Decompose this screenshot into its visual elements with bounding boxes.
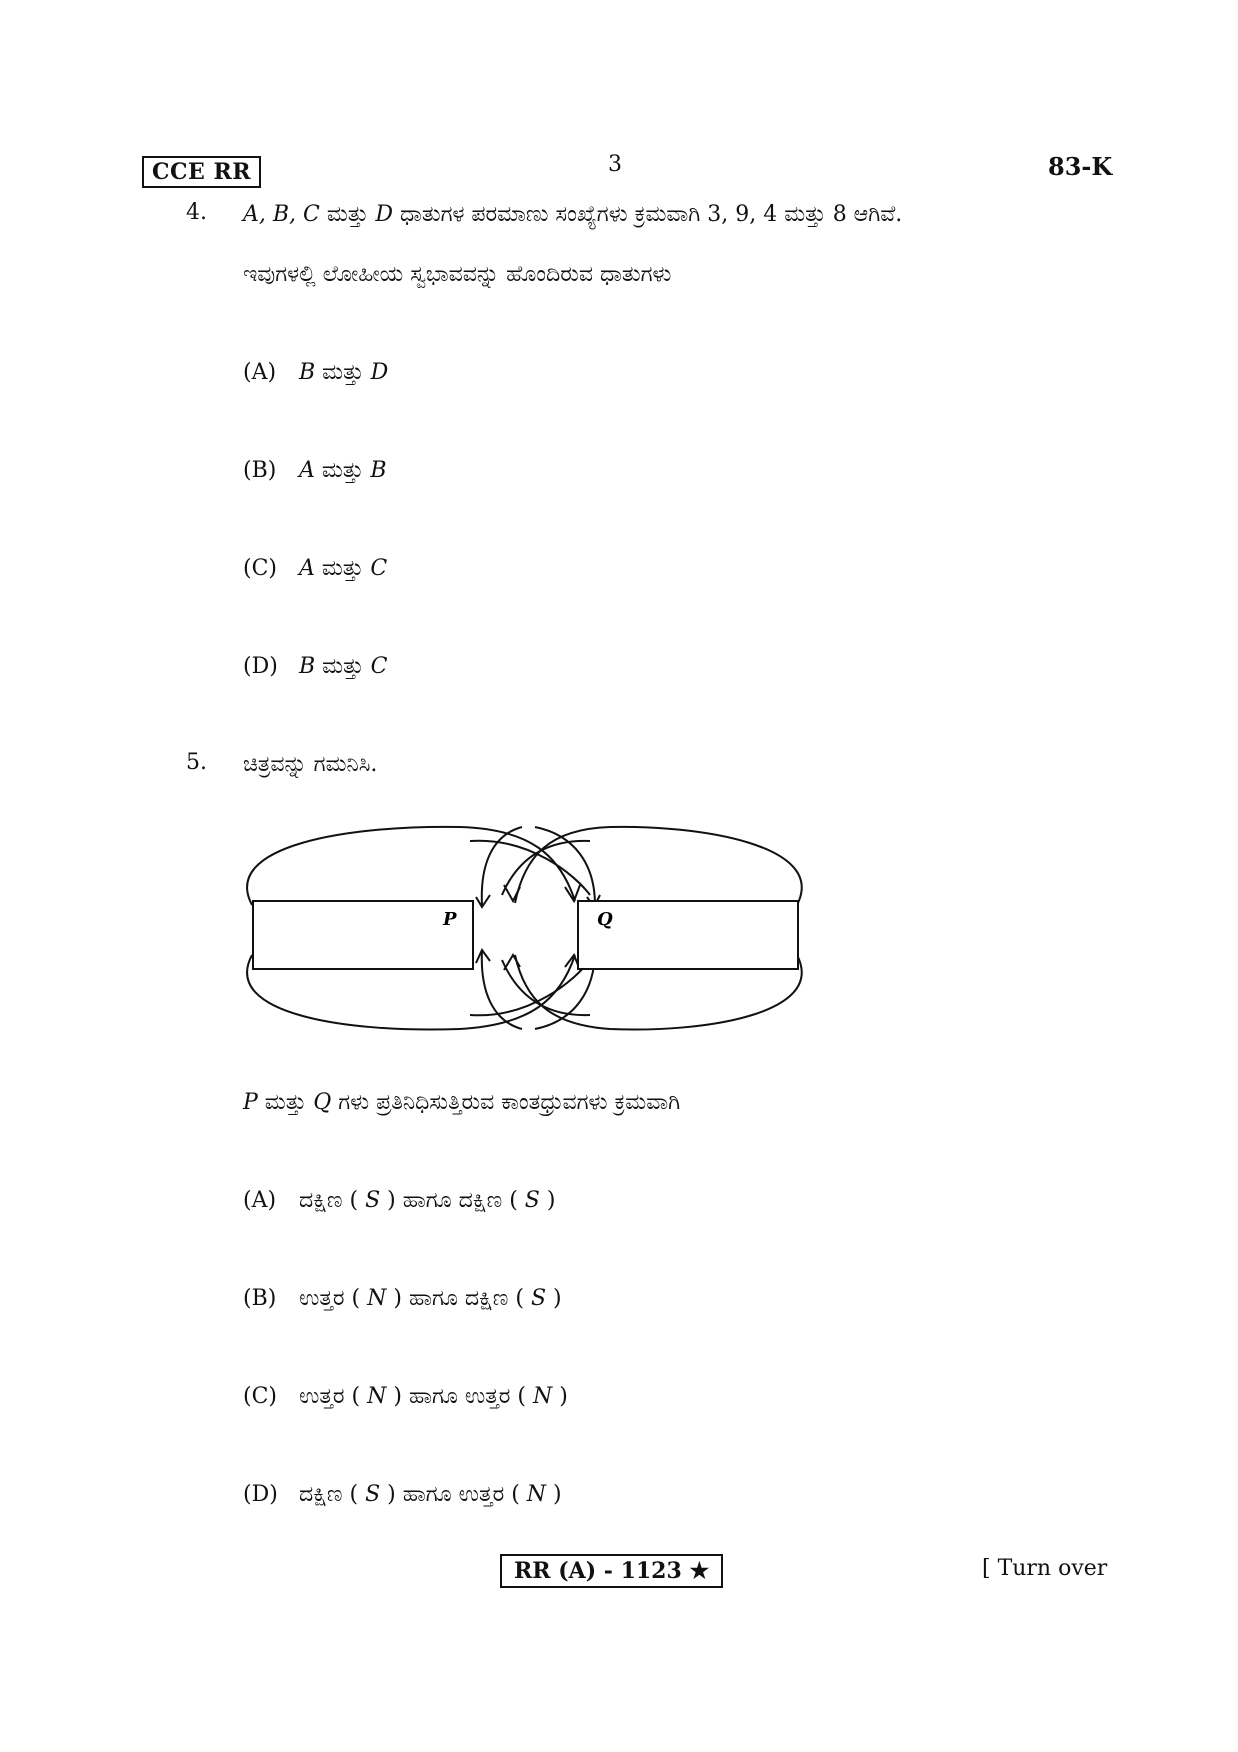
- footer-code: RR (A) - 1123 ★: [500, 1554, 723, 1588]
- q4-line1-rest: ಧಾತುಗಳ ಪರಮಾಣು ಸಂಖ್ಯೆಗಳು ಕ್ರಮವಾಗಿ 3, 9, 4 ಮತ್ತು 8 ಆಗಿವೆ.: [392, 202, 903, 227]
- option-text: ) ಹಾಗೂ ಉತ್ತರ (: [380, 1482, 527, 1507]
- q5-question: [243, 1088, 680, 1118]
- pole-p-label: P: [443, 909, 457, 930]
- option-element: B: [299, 654, 316, 679]
- option-text: ಉತ್ತರ (: [299, 1286, 368, 1311]
- header-left-label: CCE RR: [142, 156, 261, 188]
- option-element: C: [370, 556, 388, 581]
- page-number: 3: [608, 152, 622, 177]
- option-text: ದಕ್ಷಿಣ (: [299, 1482, 366, 1507]
- q4-line2: ಇವುಗಳಲ್ಲಿ ಲೋಹೀಯ ಸ್ವಭಾವವನ್ನು ಹೊಂದಿರುವ ಧಾತುಗಳು: [243, 262, 672, 287]
- option-label: (A): [243, 360, 277, 385]
- q5-word-and: ಮತ್ತು: [257, 1090, 314, 1115]
- q4-elements-abc: A, B, C: [243, 202, 320, 227]
- option-element: B: [370, 458, 387, 483]
- q4-line1: [243, 200, 1103, 230]
- option-element: A: [299, 556, 315, 581]
- option-pole: N: [533, 1384, 553, 1409]
- q4-option-a[interactable]: [243, 358, 388, 388]
- option-label: (B): [243, 1286, 277, 1311]
- option-text: ): [546, 1286, 562, 1311]
- option-label: (D): [243, 654, 278, 679]
- option-label: (A): [243, 1188, 277, 1213]
- option-element: B: [299, 360, 316, 385]
- option-element: C: [370, 654, 388, 679]
- option-text: ): [552, 1384, 568, 1409]
- q4-word-and: ಮತ್ತು: [319, 202, 376, 227]
- field-line: [535, 827, 595, 905]
- q4-option-b[interactable]: [243, 456, 387, 486]
- pole-q-ref: Q: [313, 1090, 332, 1115]
- option-text: ): [546, 1482, 562, 1507]
- turn-over: [ Turn over: [982, 1556, 1108, 1581]
- option-label: (C): [243, 556, 277, 581]
- option-and: ಮತ್ತು: [315, 654, 371, 679]
- q5-option-c[interactable]: [243, 1382, 568, 1412]
- option-label: (B): [243, 458, 277, 483]
- magnet-field-diagram: [230, 815, 820, 1040]
- pole-p-ref: P: [243, 1090, 258, 1115]
- q4-option-d[interactable]: [243, 652, 387, 682]
- paper-code: 83-K: [1048, 152, 1113, 181]
- field-line: [247, 827, 575, 905]
- option-text: ) ಹಾಗೂ ಉತ್ತರ (: [386, 1384, 533, 1409]
- option-pole: N: [367, 1384, 387, 1409]
- q5-option-d[interactable]: [243, 1480, 562, 1510]
- option-text: ) ಹಾಗೂ ದಕ್ಷಿಣ (: [386, 1286, 531, 1311]
- field-line: [470, 841, 590, 895]
- option-text: ಉತ್ತರ (: [299, 1384, 368, 1409]
- option-and: ಮತ್ತು: [315, 360, 371, 385]
- field-line: [470, 960, 590, 1015]
- q5-number: 5.: [186, 750, 207, 775]
- option-pole: N: [367, 1286, 387, 1311]
- q4-option-c[interactable]: [243, 554, 387, 584]
- option-and: ಮತ್ತು: [314, 458, 371, 483]
- q5-option-b[interactable]: [243, 1284, 562, 1314]
- option-pole: S: [530, 1286, 547, 1311]
- option-label: (D): [243, 1482, 278, 1507]
- q5-option-a[interactable]: [243, 1186, 555, 1216]
- option-pole: S: [365, 1188, 381, 1213]
- q5-question-rest: ಗಳು ಪ್ರತಿನಿಧಿಸುತ್ತಿರುವ ಕಾಂತಧ್ರುವಗಳು ಕ್ರಮವಾಗಿ: [331, 1090, 681, 1115]
- q4-number: 4.: [186, 200, 207, 225]
- pole-q-label: Q: [597, 909, 613, 930]
- q4-element-d: D: [375, 202, 393, 227]
- option-text: ): [539, 1188, 556, 1213]
- option-element: D: [370, 360, 389, 385]
- magnet-left: [253, 901, 473, 969]
- q5-instruction: ಚಿತ್ರವನ್ನು ಗಮನಿಸಿ.: [243, 752, 378, 777]
- option-pole: S: [524, 1188, 540, 1213]
- option-text: ದಕ್ಷಿಣ (: [299, 1188, 366, 1213]
- option-pole: S: [365, 1482, 381, 1507]
- option-element: A: [299, 458, 315, 483]
- option-and: ಮತ್ತು: [314, 556, 371, 581]
- option-text: ) ಹಾಗೂ ದಕ್ಷಿಣ (: [380, 1188, 525, 1213]
- option-label: (C): [243, 1384, 277, 1409]
- option-pole: N: [526, 1482, 547, 1507]
